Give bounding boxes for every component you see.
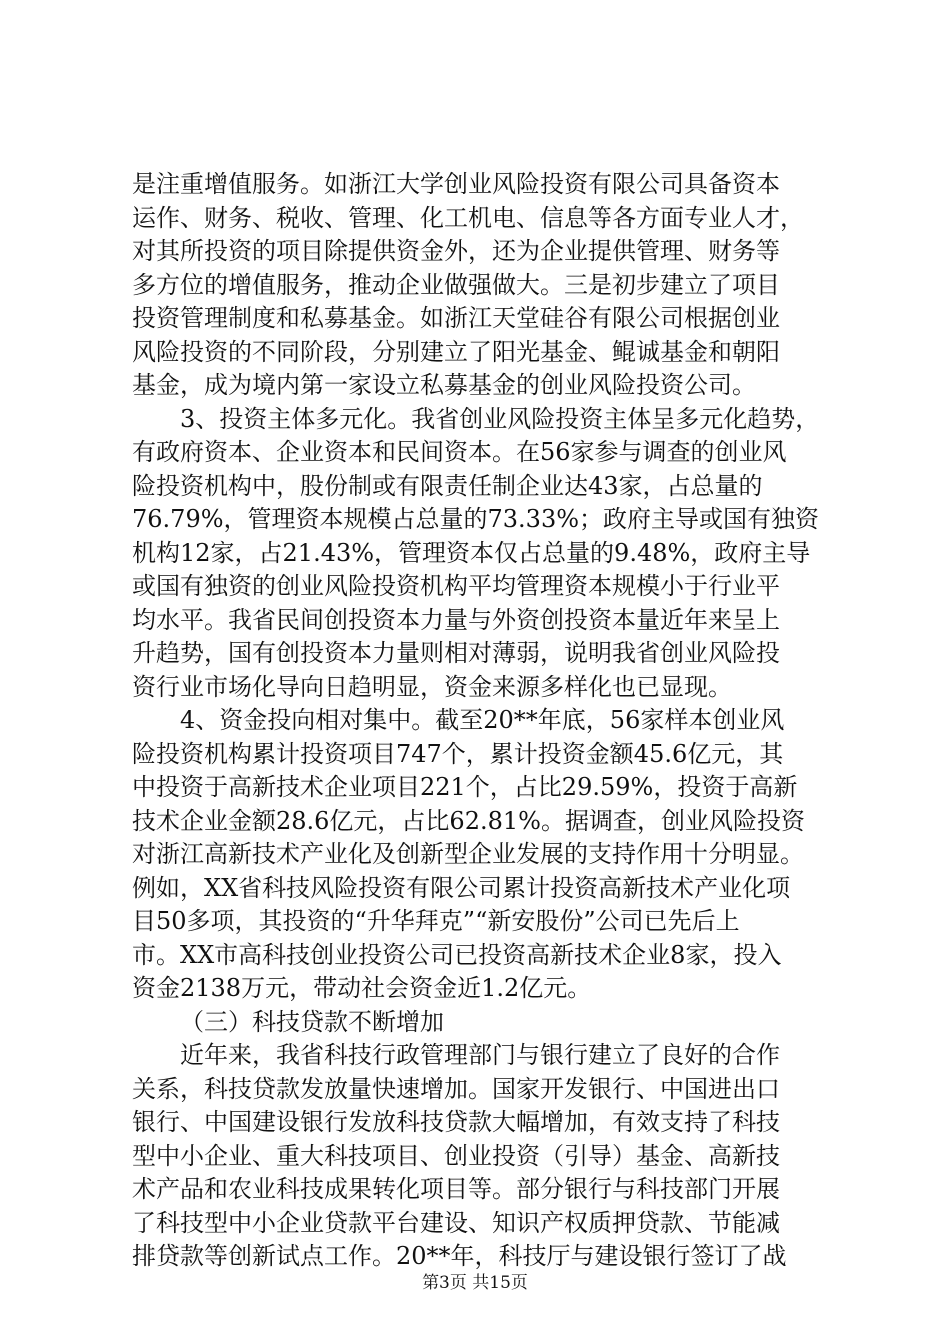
text-line: 基金，成为境内第一家设立私募基金的创业风险投资公司。 xyxy=(132,371,756,399)
text-line: （三）科技贷款不断增加 xyxy=(180,1007,444,1036)
text-line: 3、投资主体多元化。我省创业风险投资主体呈多元化趋势， xyxy=(180,404,820,433)
text-line: 技术企业金额28.6亿元，占比62.81%。据调查，创业风险投资 xyxy=(132,806,805,835)
text-line: 型中小企业、重大科技项目、创业投资（引导）基金、高新技 xyxy=(132,1141,780,1170)
text-line: 了科技型中小企业贷款平台建设、知识产权质押贷款、节能减 xyxy=(132,1208,780,1237)
text-line: 关系，科技贷款发放量快速增加。国家开发银行、中国进出口 xyxy=(132,1074,780,1103)
text-line: 险投资机构累计投资项目747个，累计投资金额45.6亿元，其 xyxy=(132,739,784,768)
text-line: 或国有独资的创业风险投资机构平均管理资本规模小于行业平 xyxy=(132,572,780,600)
text-line: 目50多项，其投资的“升华拜克”“新安股份”公司已先后上 xyxy=(132,907,740,935)
text-line: 银行、中国建设银行发放科技贷款大幅增加，有效支持了科技 xyxy=(132,1108,780,1136)
text-line: 升趋势，国有创投资本力量则相对薄弱，说明我省创业风险投 xyxy=(132,639,780,667)
text-line: 近年来，我省科技行政管理部门与银行建立了良好的合作 xyxy=(180,1041,780,1069)
text-line: 风险投资的不同阶段，分别建立了阳光基金、鲲诚基金和朝阳 xyxy=(132,337,780,366)
text-line: 76.79%，管理资本规模占总量的73.33%；政府主导或国有独资 xyxy=(132,505,820,533)
text-line: 有政府资本、企业资本和民间资本。在56家参与调查的创业风 xyxy=(132,438,787,466)
text-line: 是注重增值服务。如浙江大学创业风险投资有限公司具备资本 xyxy=(132,170,780,198)
text-line: 资行业市场化导向日趋明显，资金来源多样化也已显现。 xyxy=(132,672,732,701)
text-line: 多方位的增值服务，推动企业做强做大。三是初步建立了项目 xyxy=(132,270,780,299)
text-line: 4、资金投向相对集中。截至20**年底，56家样本创业风 xyxy=(180,706,785,734)
text-line: 险投资机构中，股份制或有限责任制企业达43家，占总量的 xyxy=(132,471,763,500)
text-line: 排贷款等创新试点工作。20**年，科技厅与建设银行签订了战 xyxy=(132,1242,787,1270)
text-line: 投资管理制度和私募基金。如浙江天堂硅谷有限公司根据创业 xyxy=(132,304,780,332)
text-line: 均水平。我省民间创投资本力量与外资创投资本量近年来呈上 xyxy=(132,605,780,634)
text-line: 例如，XX省科技风险投资有限公司累计投资高新技术产业化项 xyxy=(132,873,791,902)
text-line: 中投资于高新技术企业项目221个，占比29.59%，投资于高新 xyxy=(132,773,798,801)
text-line: 资金2138万元，带动社会资金近1.2亿元。 xyxy=(132,974,592,1002)
text-line: 市。XX市高科技创业投资公司已投资高新技术企业8家，投入 xyxy=(132,940,782,969)
text-line: 对浙江高新技术产业化及创新型企业发展的支持作用十分明显。 xyxy=(132,840,804,868)
document-body xyxy=(132,168,822,1274)
text-line: 对其所投资的项目除提供资金外，还为企业提供管理、财务等 xyxy=(132,237,780,265)
text-line: 机构12家，占21.43%，管理资本仅占总量的9.48%，政府主导 xyxy=(132,538,811,567)
text-line: 术产品和农业科技成果转化项目等。部分银行与科技部门开展 xyxy=(132,1175,780,1203)
text-line: 运作、财务、税收、管理、化工机电、信息等各方面专业人才， xyxy=(132,203,804,232)
page-footer: 第3页 共15页 xyxy=(422,1273,528,1293)
